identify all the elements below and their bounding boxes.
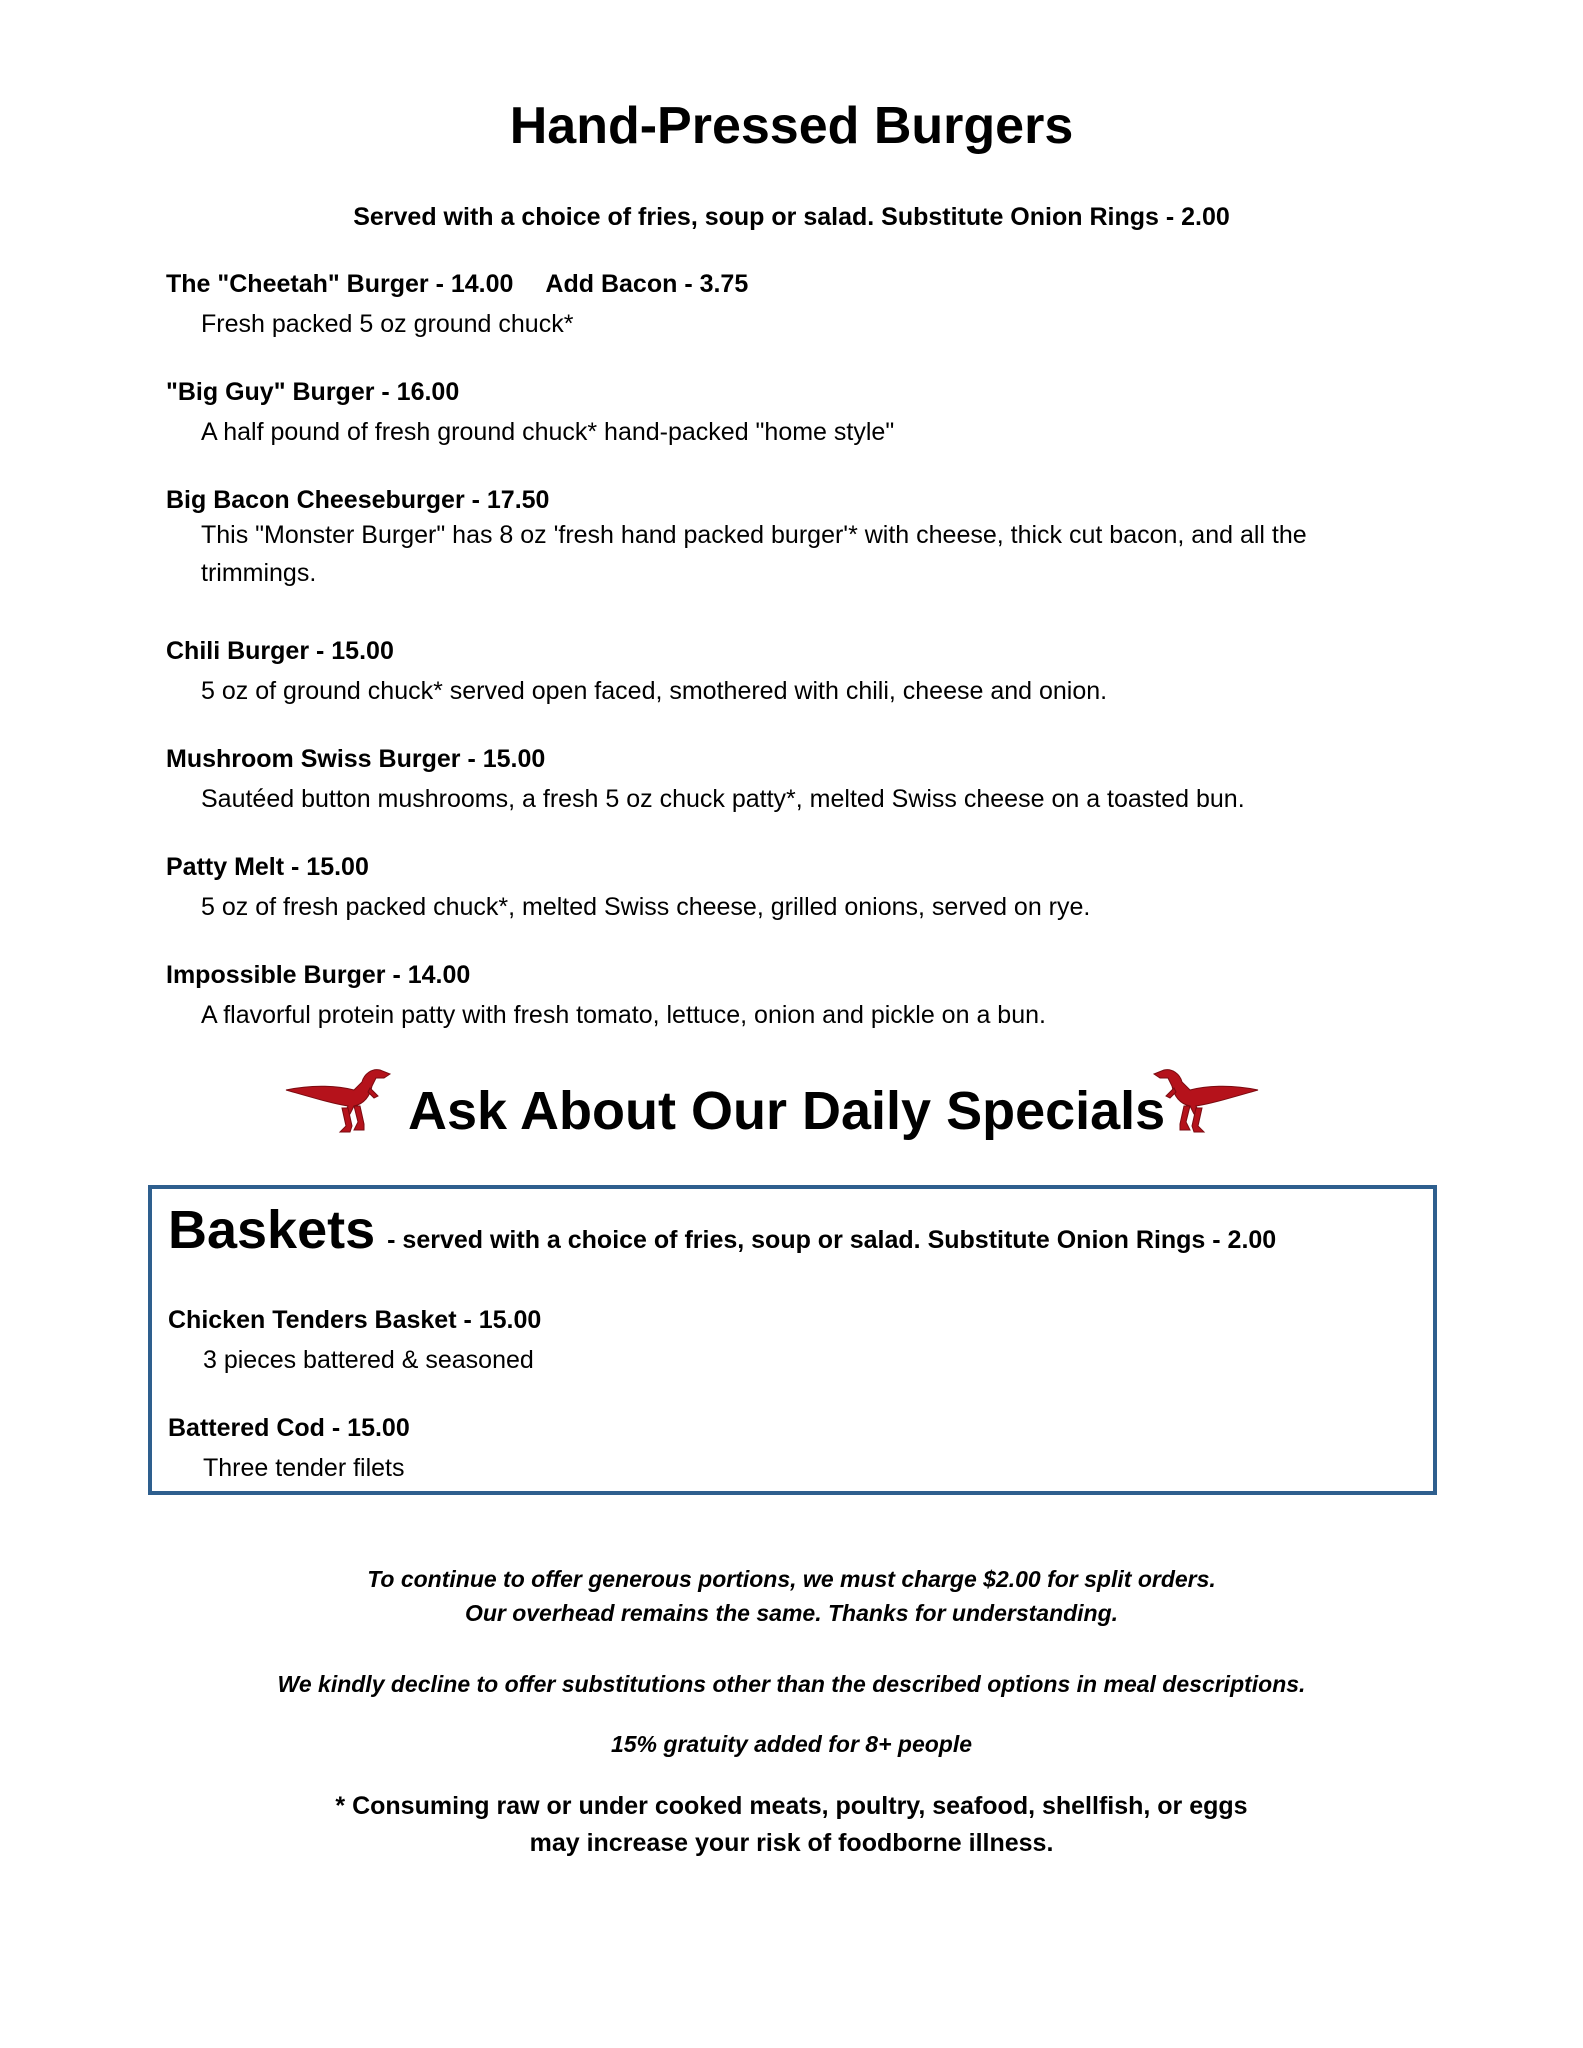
menu-item <box>166 268 1426 343</box>
baskets-header <box>168 1199 1276 1261</box>
menu-item-name: Chili Burger - 15.00 <box>166 637 394 665</box>
substitution-note: We kindly decline to offer substitutions other than the described options in meal descriptions. <box>277 1671 1306 1697</box>
menu-item-description: 5 oz of ground chuck* served open faced, smothered with chili, cheese and onion. <box>201 677 1108 705</box>
menu-item-name: Impossible Burger - 14.00 <box>166 961 471 989</box>
split-order-note: To continue to offer generous portions, we must charge $2.00 for split orders. Our overhead remains the same. Thanks for understanding. <box>367 1566 1216 1626</box>
baskets-title: Baskets <box>168 1200 376 1260</box>
menu-item <box>168 1412 410 1487</box>
menu-item-description: Sautéed button mushrooms, a fresh 5 oz chuck patty*, melted Swiss cheese on a toasted bun. <box>201 785 1245 813</box>
add-on-label: Add Bacon - 3.75 <box>545 270 749 298</box>
specials-heading: Ask About Our Daily Specials <box>408 1081 1166 1141</box>
menu-item-description: 5 oz of fresh packed chuck*, melted Swiss cheese, grilled onions, served on rye. <box>201 893 1091 921</box>
menu-item <box>168 1304 541 1379</box>
menu-item <box>166 376 1426 451</box>
daily-specials-banner <box>0 1060 1583 1170</box>
gratuity-note: 15% gratuity added for 8+ people <box>610 1731 973 1757</box>
menu-item-description: A flavorful protein patty with fresh tomato, lettuce, onion and pickle on a bun. <box>201 1001 1046 1029</box>
menu-item <box>166 635 1426 710</box>
menu-item-name: "Big Guy" Burger - 16.00 <box>166 378 460 406</box>
page-title: Hand-Pressed Burgers <box>509 97 1074 155</box>
menu-item-name: Chicken Tenders Basket - 15.00 <box>168 1306 542 1334</box>
menu-item <box>166 959 1426 1034</box>
section-subtitle: Served with a choice of fries, soup or salad. Substitute Onion Rings - 2.00 <box>353 203 1230 231</box>
raptor-icon <box>1144 1060 1260 1140</box>
raptor-icon <box>284 1060 400 1140</box>
menu-item <box>166 851 1426 926</box>
menu-item-description: 3 pieces battered & seasoned <box>203 1346 534 1374</box>
menu-item-description: Fresh packed 5 oz ground chuck* <box>201 310 574 338</box>
menu-item <box>166 484 1426 592</box>
menu-item-description: Three tender filets <box>203 1454 405 1482</box>
health-warning: * Consuming raw or under cooked meats, poultry, seafood, shellfish, or eggs may increase your risk of foodborne illness. <box>335 1792 1248 1857</box>
menu-item-description: This "Monster Burger" has 8 oz 'fresh hand packed burger'* with cheese, thick cut bacon, and all the trimmings. <box>201 521 1307 587</box>
menu-item-description: A half pound of fresh ground chuck* hand-packed "home style" <box>201 418 895 446</box>
baskets-subtitle: - served with a choice of fries, soup or salad. Substitute Onion Rings - 2.00 <box>387 1226 1277 1254</box>
menu-item-name: Mushroom Swiss Burger - 15.00 <box>166 745 546 773</box>
menu-item-name: Battered Cod - 15.00 <box>168 1414 410 1442</box>
menu-item-name: Big Bacon Cheeseburger - 17.50 <box>166 486 550 514</box>
menu-item-name: The "Cheetah" Burger - 14.00 <box>166 270 514 298</box>
baskets-section <box>148 1185 1437 1495</box>
menu-item-name: Patty Melt - 15.00 <box>166 853 369 881</box>
menu-item <box>166 743 1426 818</box>
